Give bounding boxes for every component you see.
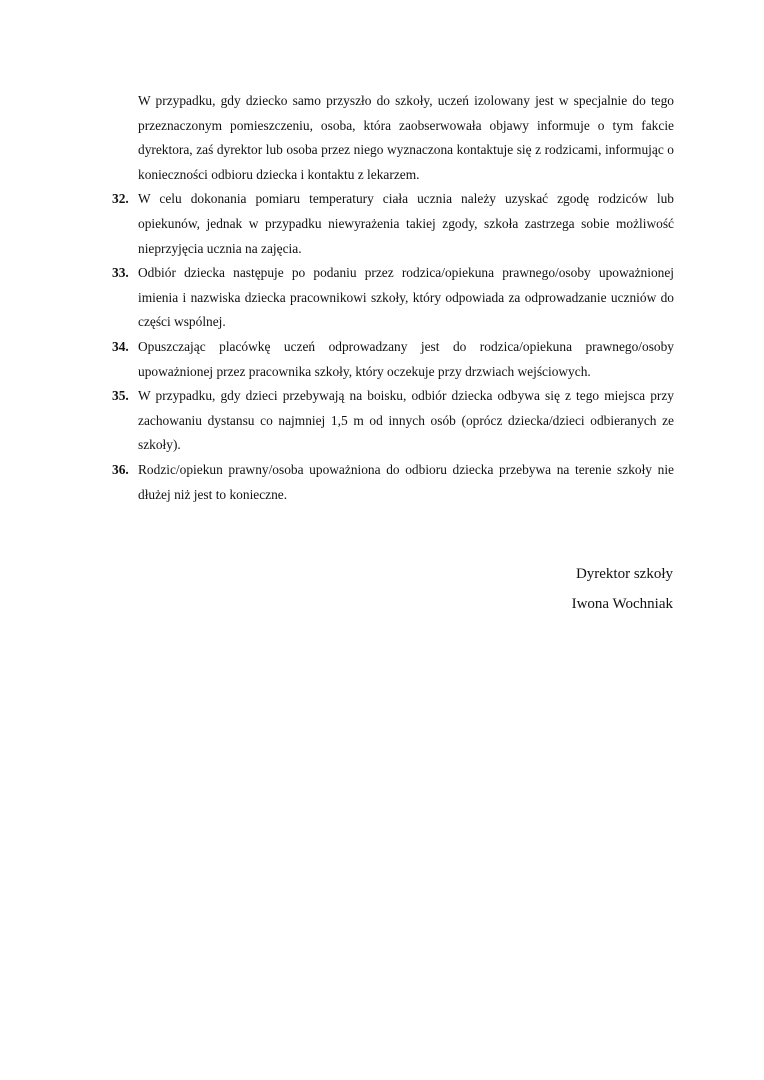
item-text: Odbiór dziecka następuje po podaniu przez rodzica/opiekuna prawnego/osoby upoważnionej imienia i nazwiska dziecka pracownikowi szkoły, który odpowiada za odprowadzanie uczniów do części wspólnej. xyxy=(138,265,674,330)
item-text: W przypadku, gdy dzieci przebywają na boisku, odbiór dziecka odbywa się z tego miejsca przy zachowaniu dystansu co najmniej 1,5 m od innych osób (oprócz dziecka/dzieci odbieranych ze szkoły). xyxy=(138,388,674,453)
list-item-33 xyxy=(112,261,674,335)
document-body xyxy=(112,89,674,507)
item-number: 35. xyxy=(112,388,129,404)
item-text: W celu dokonania pomiaru temperatury ciała ucznia należy uzyskać zgodę rodziców lub opiekunów, jednak w przypadku niewyrażenia takiej zgody, szkoła zastrzega sobie możliwość nieprzyjęcia ucznia na zajęcia. xyxy=(138,191,674,256)
item-text: Opuszczając placówkę uczeń odprowadzany jest do rodzica/opiekuna prawnego/osoby upoważnionej przez pracownika szkoły, który oczekuje przy drzwiach wejściowych. xyxy=(138,338,674,379)
item-text: Rodzic/opiekun prawny/osoba upoważniona do odbioru dziecka przebywa na terenie szkoły nie dłużej niż jest to konieczne. xyxy=(138,461,674,502)
list-item-34 xyxy=(112,335,674,384)
intro-paragraph: W przypadku, gdy dziecko samo przyszło do szkoły, uczeń izolowany jest w specjalnie do tego przeznaczonym pomieszczeniu, osoba, która zaobserwowała objawy informuje o tym fakcie dyrektora, zaś dyrektor lub osoba przez niego wyznaczona kontaktuje się z rodzicami, informując o konieczności odbioru dziecka i kontaktu z lekarzem. xyxy=(138,93,674,182)
list-item-35 xyxy=(112,384,674,458)
signature-title: Dyrektor szkoły xyxy=(575,566,673,582)
item-number: 33. xyxy=(112,265,129,281)
list-item-36 xyxy=(112,458,674,507)
item-number: 32. xyxy=(112,191,129,207)
signature-block xyxy=(572,559,673,619)
item-number: 34. xyxy=(112,338,129,354)
signature-name: Iwona Wochniak xyxy=(571,596,673,612)
list-item-32 xyxy=(112,187,674,261)
item-number: 36. xyxy=(112,461,129,477)
